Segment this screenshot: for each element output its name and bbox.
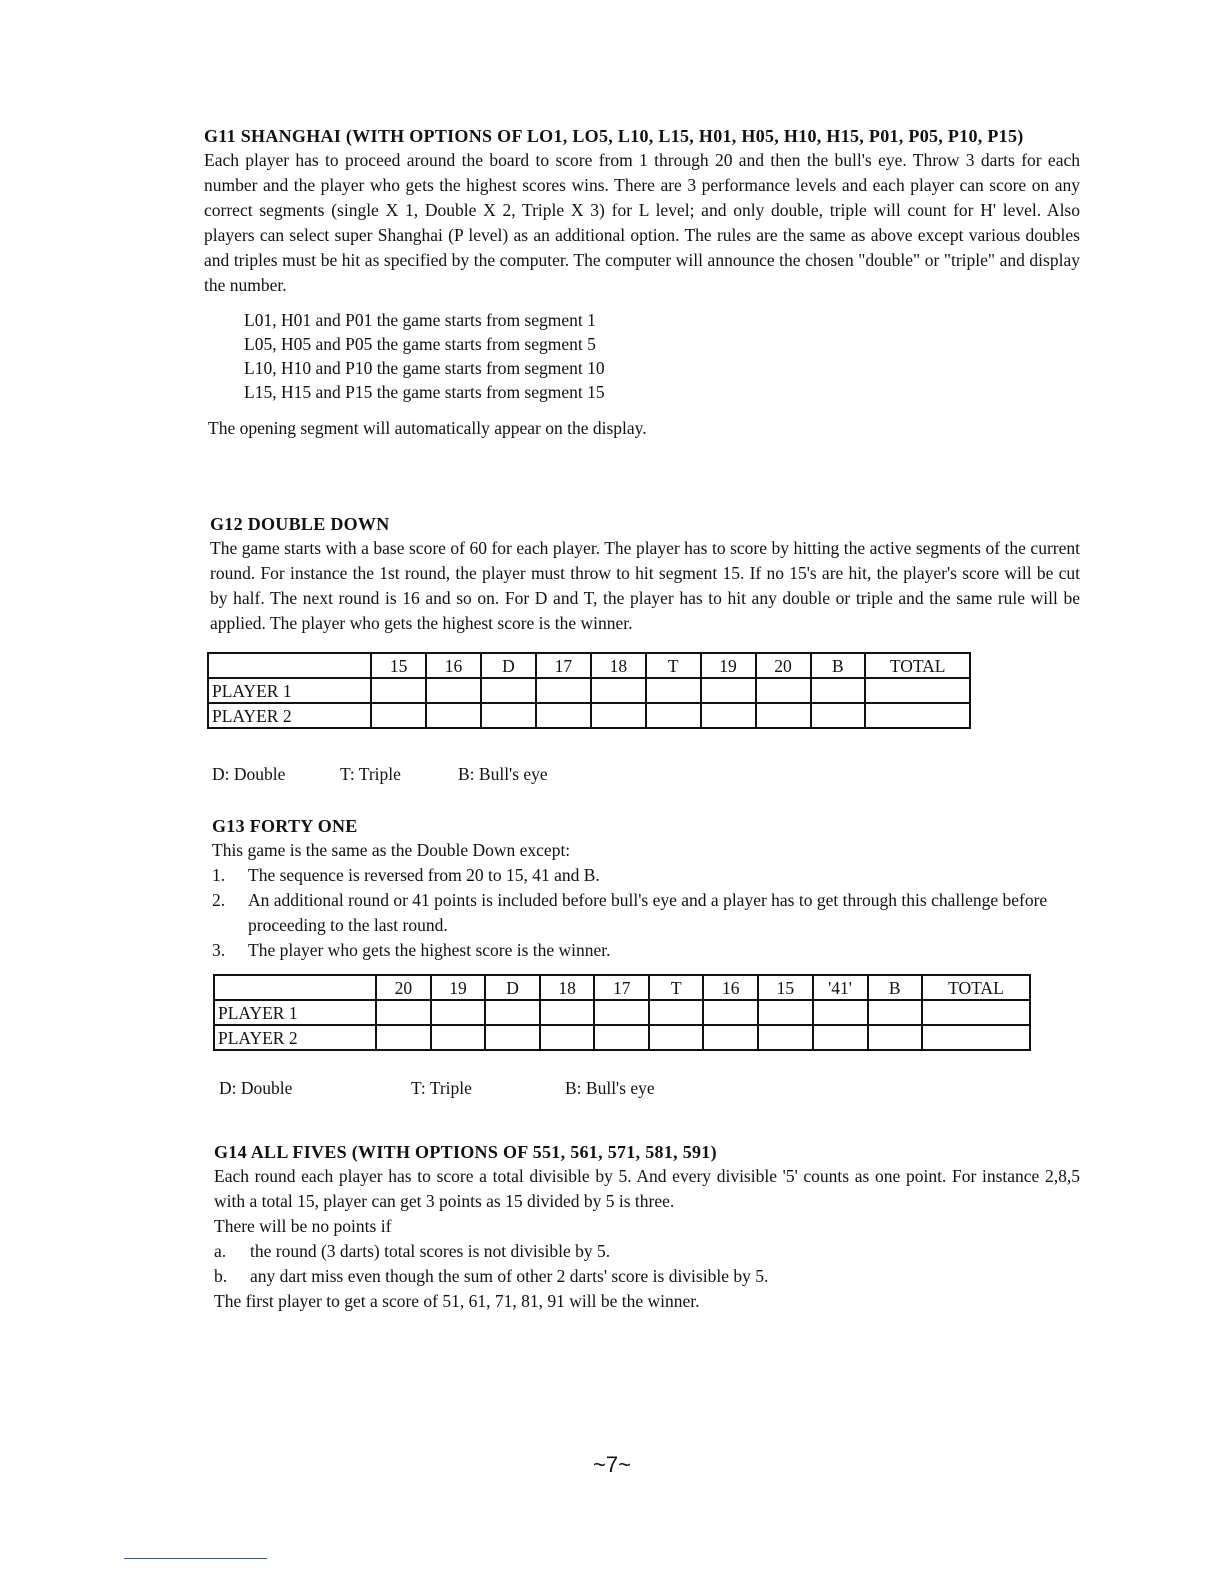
g13-title: G13 FORTY ONE: [212, 816, 358, 836]
table-header-cell: 20: [376, 975, 431, 1000]
table-header-cell: 18: [591, 653, 646, 678]
list-item: [214, 1239, 1080, 1264]
legend-bulls-eye: B: Bull's eye: [458, 764, 548, 784]
section-g13: [212, 814, 1082, 963]
legend-bulls-eye: B: Bull's eye: [565, 1078, 655, 1098]
section-g11: [204, 124, 1080, 440]
table-header-cell: 15: [371, 653, 426, 678]
g14-no-points-intro: There will be no points if: [214, 1216, 392, 1236]
list-text: The sequence is reversed from 20 to 15, 41 and B.: [248, 865, 600, 885]
footnote-divider: [124, 1558, 267, 1559]
table-header-cell: '41': [813, 975, 868, 1000]
g12-score-table: [207, 652, 971, 729]
section-g14: [214, 1140, 1080, 1314]
g11-body: Each player has to proceed around the board to score from 1 through 20 and then the bull's eye. Throw 3 darts for each number and the player who gets the highest scores wins. There are 3 performance levels and each player can score on any correct segments (single X 1, Double X 2, Triple X 3) for L level; and only double, triple will count for H' level. Also players can select super Shanghai (P level) as an additional option. The rules are the same as above except various doubles and triples must be hit as specified by the computer. The computer will announce the chosen "double" or "triple" and display the number.: [204, 150, 1080, 295]
g11-option: L15, H15 and P15 the game starts from segment 15: [244, 382, 605, 402]
g14-list: [214, 1239, 1080, 1289]
legend-triple: T: Triple: [411, 1078, 472, 1098]
table-header-cell: TOTAL: [865, 653, 970, 678]
table-header-cell: B: [868, 975, 922, 1000]
g13-intro: This game is the same as the Double Down except:: [212, 840, 571, 860]
g13-score-table: [213, 974, 1031, 1051]
legend-double: D: Double: [212, 764, 286, 784]
table-header-cell: 19: [701, 653, 756, 678]
table-header-cell: D: [485, 975, 539, 1000]
g11-title: G11 SHANGHAI (WITH OPTIONS OF LO1, LO5, L10, L15, H01, H05, H10, H15, P01, P05, P10, P15): [204, 126, 1024, 146]
g11-note: The opening segment will automatically appear on the display.: [208, 418, 647, 438]
list-item: [212, 863, 1082, 888]
table-header-cell: 18: [540, 975, 595, 1000]
table-header-cell: 19: [431, 975, 486, 1000]
table-header-row: [208, 653, 970, 678]
list-text: the round (3 darts) total scores is not divisible by 5.: [250, 1241, 611, 1261]
g12-body: The game starts with a base score of 60 for each player. The player has to score by hitting the active segments of the current round. For instance the 1st round, the player must throw to hit segment 15. If no 15's are hit, the player's score will be cut by half. The next round is 16 and so on. For D and T, the player has to hit any double or triple and the same rule will be applied. The player who gets the highest score is the winner.: [210, 538, 1080, 633]
list-item: [212, 938, 1082, 963]
table-row: [208, 703, 970, 728]
table-header-row: [214, 975, 1030, 1000]
table-header-cell: 16: [426, 653, 481, 678]
table-header-cell: [214, 975, 376, 1000]
list-number: 1.: [212, 865, 226, 885]
table-header-cell: D: [481, 653, 536, 678]
g12-title: G12 DOUBLE DOWN: [210, 514, 390, 534]
table-header-cell: TOTAL: [922, 975, 1030, 1000]
table-header-cell: B: [811, 653, 866, 678]
table-header-cell: T: [649, 975, 703, 1000]
list-text: An additional round or 41 points is included before bull's eye and a player has to get through this challenge before proceeding to the last round.: [248, 890, 1048, 935]
section-g12: [210, 512, 1080, 636]
g13-list: [212, 863, 1082, 963]
table-row: [208, 678, 970, 703]
list-letter: b.: [214, 1266, 228, 1286]
list-text: The player who gets the highest score is the winner.: [248, 940, 611, 960]
table-header-cell: 17: [536, 653, 591, 678]
row-label: PLAYER 1: [208, 678, 371, 703]
list-letter: a.: [214, 1241, 227, 1261]
list-item: [214, 1264, 1080, 1289]
table-header-cell: 17: [594, 975, 649, 1000]
list-number: 2.: [212, 890, 226, 910]
table-row: [214, 1000, 1030, 1025]
table-row: [214, 1025, 1030, 1050]
list-item: [212, 888, 1082, 938]
legend-double: D: Double: [219, 1078, 293, 1098]
g11-option: L01, H01 and P01 the game starts from segment 1: [244, 310, 596, 330]
g11-option: L10, H10 and P10 the game starts from segment 10: [244, 358, 605, 378]
table-header-cell: [208, 653, 371, 678]
table-header-cell: 20: [756, 653, 811, 678]
page-number: ~7~: [593, 1452, 631, 1477]
g11-options-list: [244, 308, 1080, 404]
list-text: any dart miss even though the sum of other 2 darts' score is divisible by 5.: [250, 1266, 769, 1286]
legend-triple: T: Triple: [340, 764, 401, 784]
table-header-cell: 16: [703, 975, 758, 1000]
g11-option: L05, H05 and P05 the game starts from segment 5: [244, 334, 596, 354]
g14-body: Each round each player has to score a total divisible by 5. And every divisible '5' counts as one point. For instance 2,8,5 with a total 15, player can get 3 points as 15 divided by 5 is three.: [214, 1166, 1080, 1211]
g14-closing: The first player to get a score of 51, 61, 71, 81, 91 will be the winner.: [214, 1291, 700, 1311]
row-label: PLAYER 2: [214, 1025, 376, 1050]
table-header-cell: T: [646, 653, 701, 678]
table-header-cell: 15: [758, 975, 813, 1000]
row-label: PLAYER 1: [214, 1000, 376, 1025]
g14-title: G14 ALL FIVES (WITH OPTIONS OF 551, 561, 571, 581, 591): [214, 1142, 717, 1162]
list-number: 3.: [212, 940, 226, 960]
row-label: PLAYER 2: [208, 703, 371, 728]
